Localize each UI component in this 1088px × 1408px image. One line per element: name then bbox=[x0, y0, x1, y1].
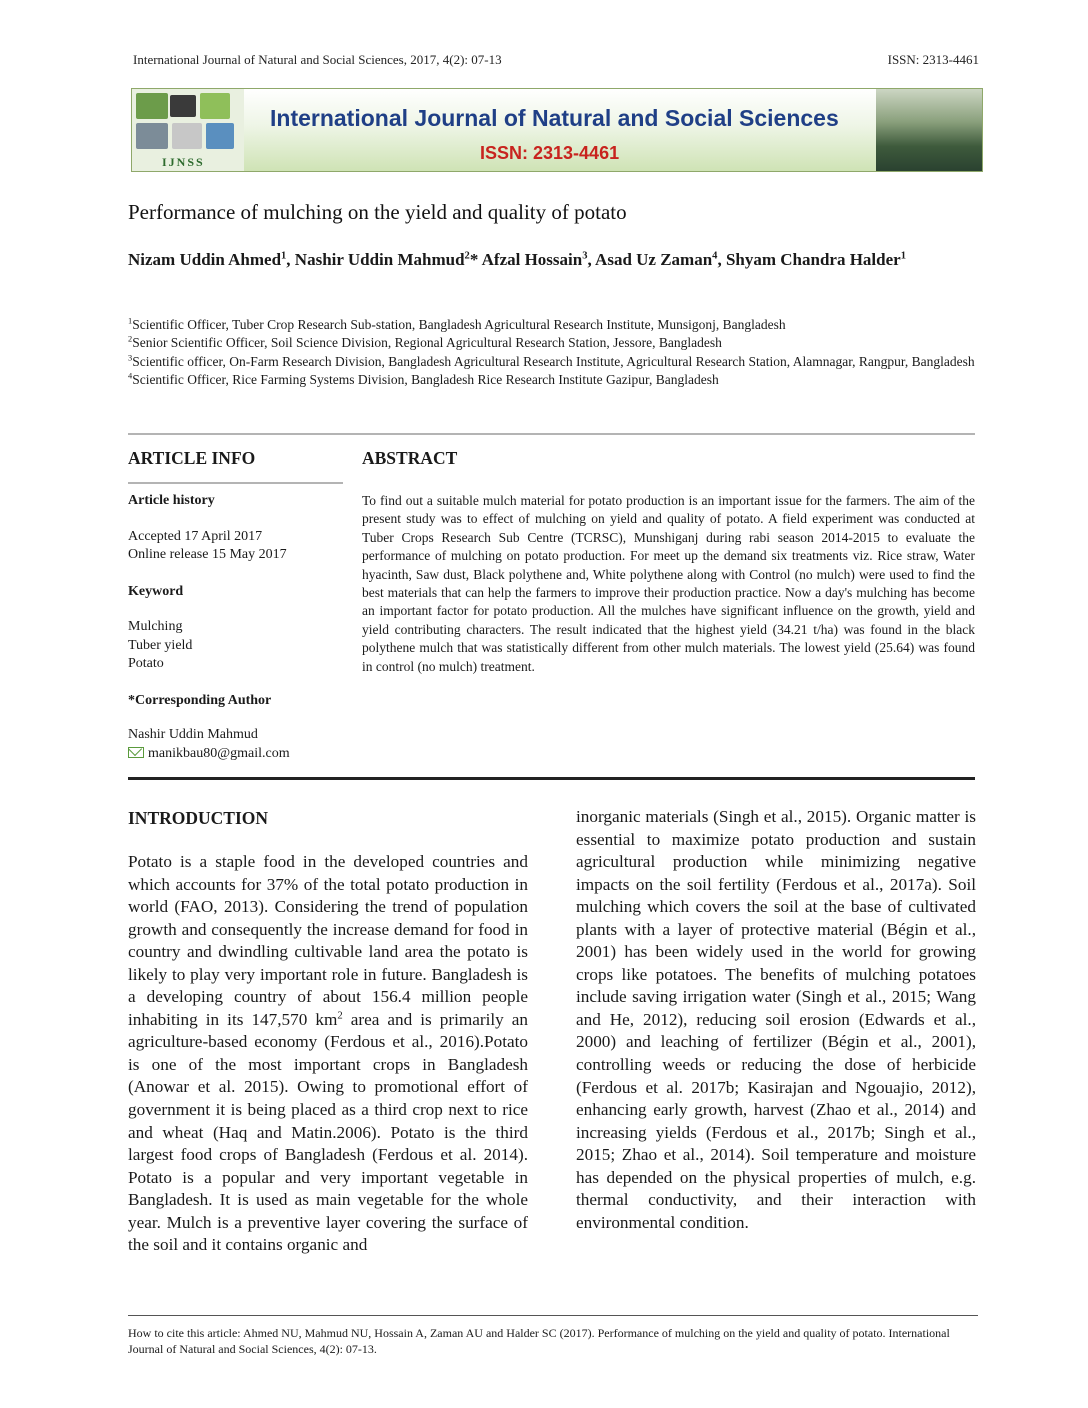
banner-logo-collage bbox=[132, 89, 244, 171]
abstract-heading: ABSTRACT bbox=[362, 448, 458, 468]
running-header-citation: International Journal of Natural and Social Sciences, 2017, 4(2): 07-13 bbox=[133, 52, 502, 67]
keyword-item: Tuber yield bbox=[128, 637, 193, 653]
footer-rule bbox=[128, 1315, 978, 1316]
article-info-rule bbox=[128, 482, 343, 484]
corresponding-email-link[interactable]: manikbau80@gmail.com bbox=[148, 745, 290, 761]
keyword-label: Keyword bbox=[128, 583, 184, 599]
affiliation-list bbox=[128, 316, 976, 390]
journal-logo-text: IJNSS bbox=[162, 155, 205, 169]
corresponding-author-label: *Corresponding Author bbox=[128, 692, 272, 708]
citation-footer bbox=[128, 1325, 978, 1357]
author-affiliation-mark: 2 bbox=[464, 250, 470, 262]
banner-issn: ISSN: 2313-4461 bbox=[480, 143, 620, 163]
citation-text: Ahmed NU, Mahmud NU, Hossain A, Zaman AU and Halder SC (2017). Performance of mulching on the yield and quality of potato. International Journal of Natural and Social Sciences, 4(2): 07-13. bbox=[128, 1326, 950, 1356]
abstract-text: To find out a suitable mulch material for potato production is an important issue for the farmers. The aim of the present study was to effect of mulching on yield and quality of potato. A field experiment was conducted at Tuber Crops Research Sub Centre (TCRSC), Munshiganj during rabi season 2014-2015 to evaluate the performance of mulching on potato production. For meet up the demand six treatments viz. Rice straw, Water hyacinth, Saw dust, Black polythene and, White polythene along with Control (no mulch) were used to find the best materials that can help the farmers to improve their production practice. Now a day's mulching has become an important factor for potato production. All the mulches have significant influence on the growth, yield and yield contributing characters. The result indicated that the highest yield (34.21 t/ha) was found in the black polythene mulch that was statistically different from other mulch materials. The lowest yield (25.64) was found in control (no mulch) treatment. bbox=[362, 493, 975, 674]
journal-banner bbox=[131, 88, 983, 172]
affiliation-item: $^1$Scientific Officer, Tuber Crop Research Sub-station, Bangladesh Agricultural Research Institute, Munsigonj, Bangladesh bbox=[128, 316, 786, 332]
article-info-panel bbox=[128, 492, 343, 763]
introduction-left-column: Potato is a staple food in the developed countries and which accounts for 37% of the total potato production in world (FAO, 2013). Considering the trend of population growth and consequently the increase demand for food in country and dwindling cultivable land area the potato is likely to play very important role in future. Bangladesh is a developing country of about 156.4 million people inhabiting in its 147,570 $km^2$ area and is primarily an agriculture-based economy (Ferdous et al., 2016).Potato is one of the most important crops in Bangladesh (Anowar et al. 2015). Owing to promotional effort of government it is being placed as a third crop next to rice and wheat (Haq and Matin.2006). Potato is the third largest food crops of Bangladesh (Ferdous et al. 2014). Potato is a popular and very important vegetable in Bangladesh. It is used as main vegetable for the whole year. Mulch is a preventive layer covering the surface of the soil and it contains organic and bbox=[128, 852, 528, 1255]
running-header-issn: ISSN: 2313-4461 bbox=[887, 52, 979, 67]
section-divider bbox=[128, 433, 975, 435]
article-history-label: Article history bbox=[128, 493, 215, 508]
online-release-date: Online release 15 May 2017 bbox=[128, 547, 287, 562]
author-name: Asad Uz Zaman bbox=[595, 250, 713, 269]
author-name: Nashir Uddin Mahmud bbox=[294, 250, 465, 269]
paper-title: Performance of mulching on the yield and quality of potato bbox=[128, 200, 627, 224]
accepted-date: Accepted 17 April 2017 bbox=[128, 528, 263, 544]
banner-photo bbox=[876, 89, 982, 171]
author-name: Shyam Chandra Halder bbox=[725, 250, 901, 269]
author-affiliation-mark: 1 bbox=[281, 250, 287, 262]
author-name: Afzal Hossain bbox=[481, 250, 583, 269]
introduction-right-column: inorganic materials (Singh et al., 2015). Organic matter is essential to maximize potato production and sustain agricultural production while minimizing negative impacts on the soil fertility (Ferdous et al., 2017a). Soil mulching which covers the soil at the base of cultivated plants with a layer of protective material (Bégin et al., 2001) has been widely used in the world for growing crops like potatoes. The benefits of mulching potatoes include saving irrigation water (Singh et al., 2015; Wang and He, 2012), reducing soil erosion (Edwards et al., 2000) and leaching of fertilizer (Bégin et al., 2001), controlling weeds or reducing the dose of herbicide (Ferdous et al. 2017b; Kasirajan and Ngouajio, 2012), enhancing early growth, harvest (Zhao et al., 2014) and increasing yields (Ferdous et al., 2017b; Singh et al., 2015; Zhao et al., 2014). Soil temperature and moisture has depended on the physical properties of mulch, e.g. thermal conductivity, and their interaction with environmental condition. bbox=[576, 807, 976, 1232]
author-affiliation-mark: 4 bbox=[712, 250, 718, 262]
keyword-item: Mulching bbox=[128, 619, 183, 634]
author-affiliation-mark: 1 bbox=[900, 250, 906, 262]
affiliation-item: $^3$Scientific officer, On-Farm Research Division, Bangladesh Agricultural Research Institute, Agricultural Research Station, Alamnagar, Rangpur, Bangladesh bbox=[128, 353, 975, 369]
author-name: Nizam Uddin Ahmed bbox=[128, 250, 282, 269]
mail-icon bbox=[128, 747, 144, 758]
author-affiliation-mark: 3 bbox=[582, 250, 588, 262]
abstract-end-rule bbox=[128, 777, 975, 780]
introduction-heading: INTRODUCTION bbox=[128, 808, 269, 828]
banner-journal-title: International Journal of Natural and Social Sciences bbox=[270, 105, 839, 131]
author-list: Nizam Uddin Ahmed$^1$, Nashir Uddin Mahmud$^2$* Afzal Hossain$^3$, Asad Uz Zaman$^4$, Shyam Chandra Halder$^1$ bbox=[128, 250, 906, 269]
citation-label: How to cite this article: bbox=[128, 1326, 241, 1340]
affiliation-item: $^2$Senior Scientific Officer, Soil Science Division, Regional Agricultural Research Station, Jessore, Bangladesh bbox=[128, 334, 722, 351]
corresponding-author-name: Nashir Uddin Mahmud bbox=[128, 727, 258, 742]
affiliation-item: $^4$Scientific Officer, Rice Farming Systems Division, Bangladesh Rice Research Institute Gazipur, Bangladesh bbox=[128, 371, 719, 388]
keyword-item: Potato bbox=[128, 656, 164, 671]
article-info-heading: ARTICLE INFO bbox=[128, 448, 256, 468]
